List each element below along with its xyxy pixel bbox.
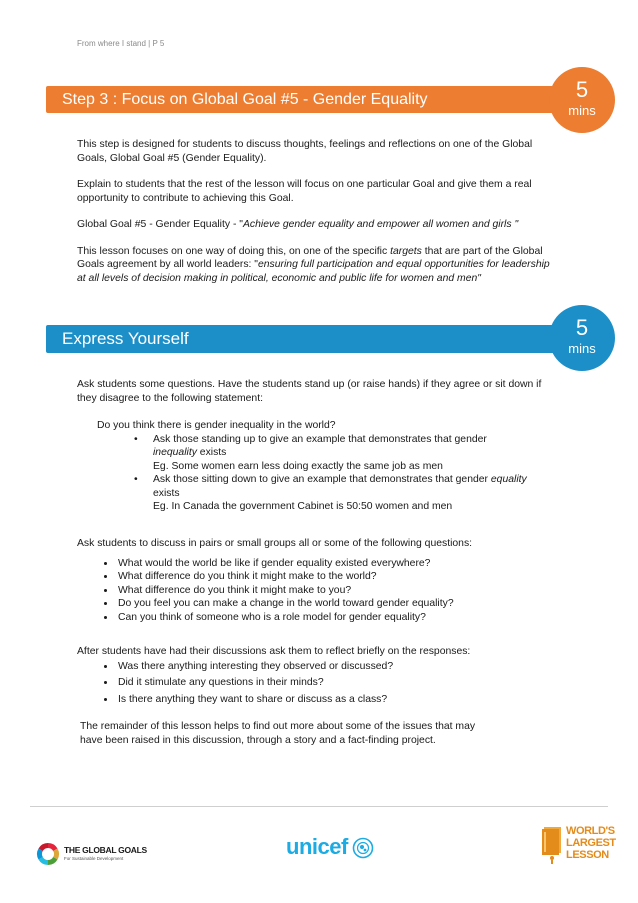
sitting-instruction bbox=[153, 473, 547, 487]
list-item: • What would the world be like if gender equality existed everywhere? bbox=[116, 557, 552, 571]
worlds-largest-lesson-logo bbox=[541, 822, 616, 880]
unicef-emblem-icon bbox=[352, 837, 374, 859]
sitting-text: Ask those sitting down to give an example that demonstrates that gender bbox=[153, 474, 491, 485]
p4-targets: targets bbox=[390, 245, 422, 257]
list-item: • Is there anything they want to share or discuss as a class? bbox=[116, 693, 552, 707]
book-icon bbox=[541, 824, 565, 864]
footer-divider bbox=[30, 806, 608, 807]
unicef-logo bbox=[286, 834, 376, 864]
step3-banner bbox=[46, 86, 563, 113]
equality-word: equality bbox=[490, 474, 527, 485]
step3-paragraph-2: Explain to students that the rest of the lesson will focus on one particular Goal and give them a real opportunity to contribute to achieving this Goal. bbox=[77, 179, 532, 204]
express-title: Express Yourself bbox=[62, 329, 189, 348]
reflect-intro: After students have had their discussions ask them to reflect briefly on the responses: bbox=[77, 646, 471, 657]
goal-quote: Achieve gender equality and empower all women and girls " bbox=[242, 219, 519, 230]
step3-paragraph-1: This step is designed for students to discuss thoughts, feelings and reflections on one of the Global Goals, Global Goal #5 (Gender Equality). bbox=[77, 139, 533, 164]
list-item: • Do you feel you can make a change in the world toward gender equality? bbox=[116, 597, 552, 611]
step3-time-number: 5 bbox=[575, 77, 589, 102]
step3-paragraph-4 bbox=[77, 245, 552, 286]
question-block bbox=[97, 419, 547, 514]
bullet-mark: • bbox=[134, 474, 138, 485]
express-time-unit: mins bbox=[568, 341, 596, 356]
discuss-list bbox=[99, 557, 552, 625]
express-banner bbox=[46, 325, 563, 353]
step3-time-badge bbox=[549, 67, 615, 133]
p4-text-b: that are part of the Global Goals agreement by all world leaders: " bbox=[77, 245, 543, 270]
sitting-example: Eg. In Canada the government Cabinet is 50:50 women and men bbox=[153, 501, 453, 512]
step3-paragraph-3 bbox=[77, 218, 552, 232]
express-time-number: 5 bbox=[575, 315, 589, 340]
express-time-badge bbox=[549, 305, 615, 371]
standing-example: Eg. Some women earn less doing exactly the same job as men bbox=[153, 460, 443, 472]
bullet-mark: • bbox=[134, 433, 138, 445]
bullet-sitting bbox=[97, 473, 547, 514]
list-item: • What difference do you think it might make to you? bbox=[116, 584, 552, 598]
wll-text bbox=[566, 825, 616, 861]
global-goals-wheel-icon bbox=[36, 842, 60, 866]
standing-exists-line bbox=[153, 446, 547, 460]
list-item: • What difference do you think it might make to the world? bbox=[116, 570, 552, 584]
unicef-wordmark: unicef bbox=[286, 834, 348, 859]
agree-question: Do you think there is gender inequality in the world? bbox=[97, 420, 336, 431]
closing-paragraph: The remainder of this lesson helps to find out more about some of the issues that may have been raised in this discussion, through a story and a fact-finding project. bbox=[80, 721, 476, 746]
p4-quote: ensuring full participation and equal opportunities for leadership at all levels of decision making in political, economic and public life for women and men" bbox=[77, 259, 550, 284]
global-goals-subtitle: For Sustainable Development bbox=[64, 856, 124, 861]
bullet-standing bbox=[97, 433, 547, 474]
global-goals-logo bbox=[36, 842, 156, 866]
standing-instruction: Ask those standing up to give an example that demonstrates that gender bbox=[153, 433, 487, 445]
wll-line-1: WORLD'S bbox=[566, 825, 615, 837]
wll-line-3: LESSON bbox=[566, 849, 609, 861]
list-item: • Was there anything interesting they observed or discussed? bbox=[116, 660, 552, 674]
p4-text-a: This lesson focuses on one way of doing this, on one of the specific bbox=[77, 245, 391, 257]
wll-line-2: LARGEST bbox=[566, 837, 616, 849]
discuss-intro: Ask students to discuss in pairs or small groups all or some of the following questions: bbox=[77, 538, 473, 549]
global-goals-title: THE GLOBAL GOALS bbox=[64, 845, 147, 855]
step3-body bbox=[77, 138, 552, 285]
list-item: • Can you think of someone who is a role model for gender equality? bbox=[116, 611, 552, 625]
express-intro: Ask students some questions. Have the students stand up (or raise hands) if they agree or sit down if they disagree to the following statement: bbox=[77, 379, 542, 404]
page-header: From where I stand | P 5 bbox=[77, 39, 165, 48]
discuss-section bbox=[77, 537, 552, 624]
inequality-word: inequality bbox=[153, 447, 197, 458]
goal-label: Global Goal #5 - Gender Equality - " bbox=[77, 219, 243, 230]
reflect-section bbox=[77, 645, 552, 709]
sitting-exists-line: exists bbox=[153, 487, 180, 499]
reflect-list bbox=[99, 660, 552, 707]
list-item: • Did it stimulate any questions in their minds? bbox=[116, 676, 552, 690]
step3-title: Step 3 : Focus on Global Goal #5 - Gender Equality bbox=[62, 91, 428, 108]
exists-word: exists bbox=[196, 447, 227, 458]
step3-time-unit: mins bbox=[568, 103, 596, 118]
